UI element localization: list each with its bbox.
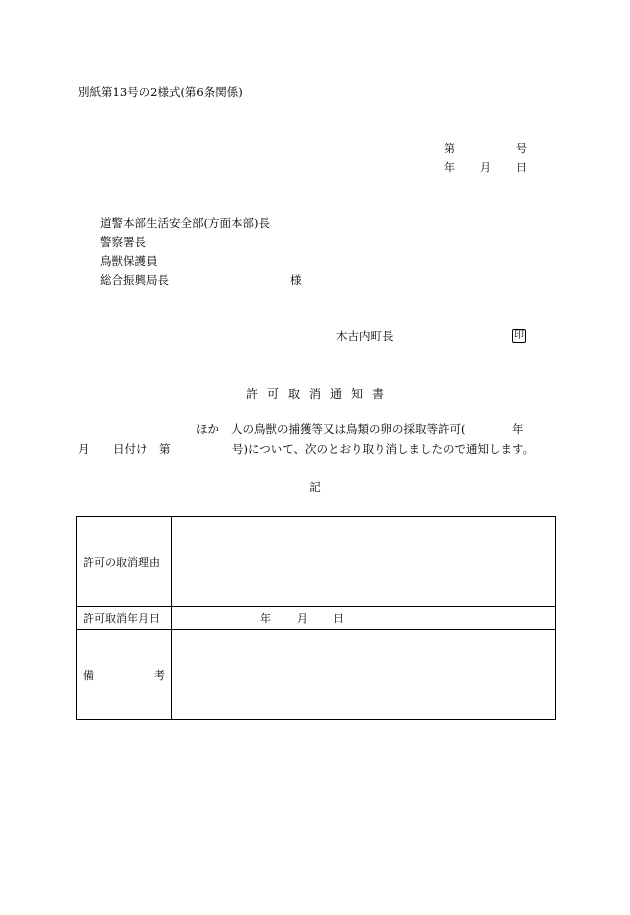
cancel-date-value[interactable] — [172, 607, 556, 630]
table-row — [77, 607, 556, 630]
cancel-date-year: 年 — [260, 612, 271, 625]
body-text-month: 月 — [78, 442, 90, 456]
ki-heading: 記 — [309, 480, 321, 494]
table-row — [77, 517, 556, 607]
reason-label: 許可の取消理由 — [77, 517, 172, 607]
document-title-text: 許可取消通知書 — [245, 387, 393, 401]
body-text-others: ほか — [196, 422, 219, 436]
form-label: 別紙第13号の2様式(第6条関係) — [78, 85, 243, 99]
sender-name: 木古内町長 — [336, 329, 394, 343]
date-month: 月 — [480, 161, 491, 174]
remarks-value[interactable] — [172, 630, 556, 720]
remarks-label — [77, 630, 172, 720]
table-row — [77, 630, 556, 720]
number-prefix: 第 — [444, 142, 455, 155]
addressee-bureau: 総合振興局長 — [100, 273, 169, 287]
body-text-permit: 人の鳥獣の捕獲等又は鳥類の卵の採取等許可( — [231, 422, 466, 436]
reason-value[interactable] — [172, 517, 556, 607]
remarks-label-right: 考 — [154, 668, 165, 682]
body-text-notice: 号)について、次のとおり取り消しましたので通知します。 — [232, 442, 535, 456]
cancel-date-month: 月 — [297, 612, 308, 625]
date-day: 日 — [516, 161, 527, 174]
addressee-wildlife-officer: 鳥獣保護員 — [100, 254, 158, 268]
details-table — [76, 516, 556, 720]
body-text-day-no: 日付け 第 — [113, 442, 171, 456]
addressee-police-station: 警察署長 — [100, 235, 146, 249]
body-text-year: 年 — [512, 422, 524, 436]
date-year: 年 — [444, 161, 455, 174]
addressee-police-hq: 道警本部生活安全部(方面本部)長 — [100, 216, 270, 230]
number-suffix: 号 — [516, 142, 527, 155]
cancel-date-day: 日 — [333, 612, 344, 625]
honorific: 様 — [290, 273, 302, 287]
document-title — [0, 388, 630, 400]
seal-mark: 印 — [514, 330, 524, 341]
cancel-date-label: 許可取消年月日 — [77, 607, 172, 630]
remarks-label-left: 備 — [83, 668, 94, 682]
